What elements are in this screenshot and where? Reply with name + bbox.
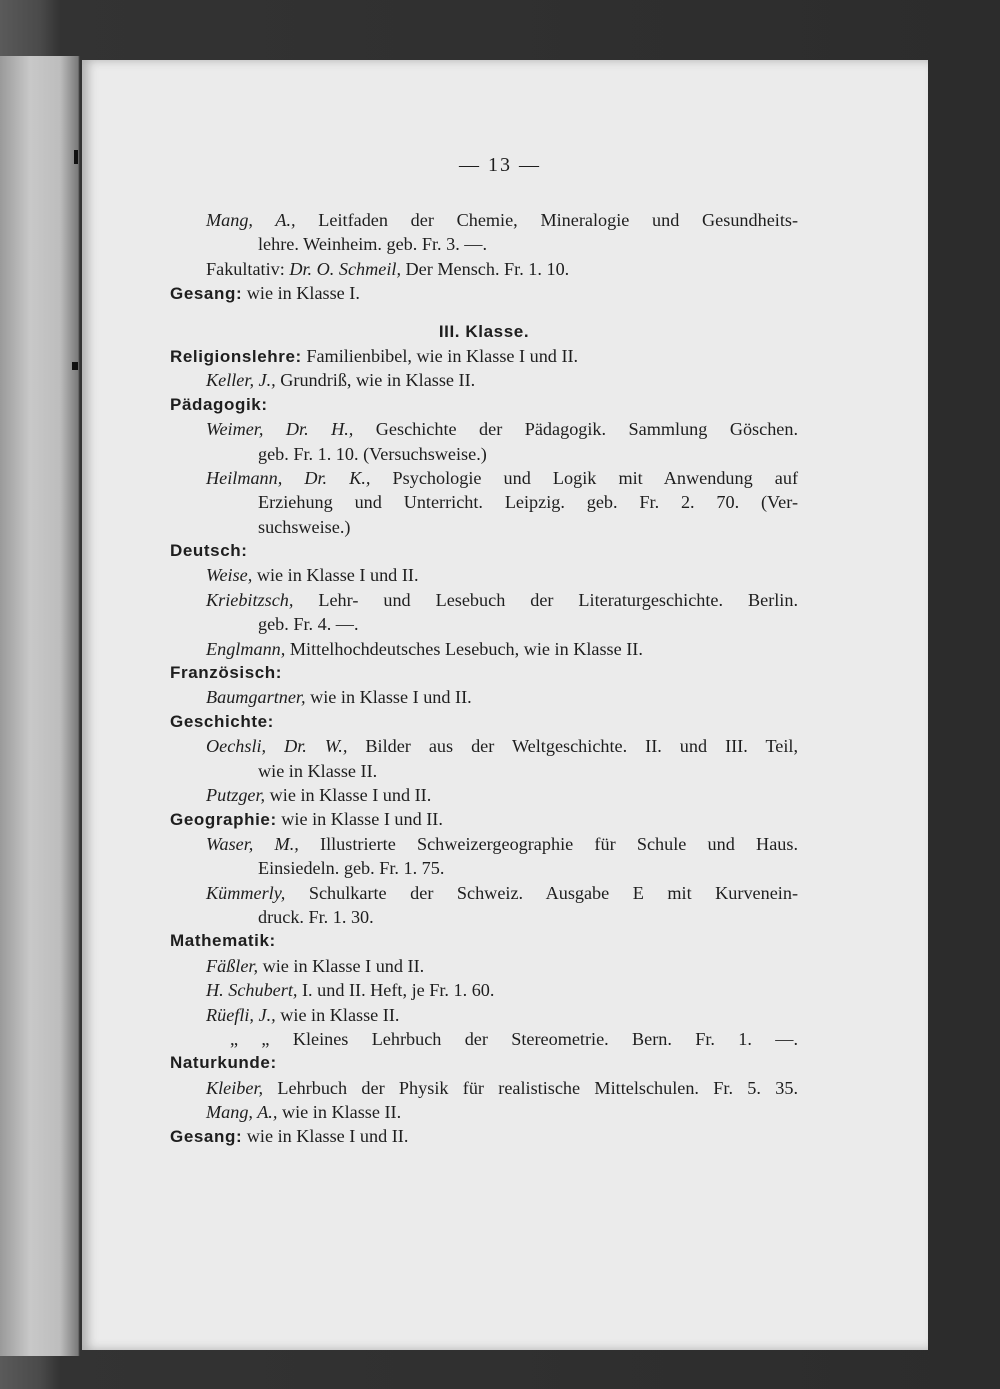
page-number: — 13 —	[459, 154, 541, 176]
text-line: Keller, J., Grundriß, wie in Klasse II.	[206, 370, 476, 391]
text-line: Fäßler, wie in Klasse I und II.	[206, 955, 425, 976]
text-line: lehre. Weinheim. geb. Fr. 3. —.	[258, 234, 488, 255]
facing-page-edge	[0, 56, 80, 1356]
text-line: Oechsli, Dr. W., Bilder aus der Weltgeschichte. II. und III. Teil,	[206, 736, 799, 757]
text-line: Kriebitzsch, Lehr- und Lesebuch der Literaturgeschichte. Berlin.	[206, 589, 798, 610]
text-line: suchsweise.)	[258, 516, 351, 537]
text-line: Mang, A., wie in Klasse II.	[206, 1102, 402, 1123]
text-line: Waser, M., Illustrierte Schweizergeographie für Schule und Haus.	[206, 833, 798, 854]
text-line: Baumgartner, wie in Klasse I und II.	[206, 687, 472, 708]
text-line: Mang, A., Leitfaden der Chemie, Mineralogie und Gesundheits-	[206, 210, 799, 230]
text-line: H. Schubert, I. und II. Heft, je Fr. 1. 60.	[206, 980, 495, 1001]
text-line: Gesang: wie in Klasse I.	[170, 283, 360, 304]
text-line: Rüefli, J., wie in Klasse II.	[206, 1004, 400, 1025]
text-line: druck. Fr. 1. 30.	[258, 906, 374, 927]
text-line: Gesang: wie in Klasse I und II.	[170, 1126, 409, 1147]
subject-heading: Religionslehre:	[170, 346, 302, 366]
text-line: Einsiedeln. geb. Fr. 1. 75.	[258, 858, 445, 879]
subject-heading: Gesang:	[170, 1127, 243, 1147]
subject-heading: Pädagogik:	[170, 394, 268, 414]
subject-heading: Französisch:	[170, 663, 283, 683]
text-line: Putzger, wie in Klasse I und II.	[206, 784, 432, 805]
binding-mark	[72, 362, 78, 370]
text-line: Weise, wie in Klasse I und II.	[206, 565, 419, 586]
text-line: Fakultativ: Dr. O. Schmeil, Der Mensch. Fr. 1. 10.	[206, 258, 570, 279]
subject-heading: Geschichte:	[170, 711, 274, 731]
text-line: Kümmerly, Schulkarte der Schweiz. Ausgabe E mit Kurvenein-	[206, 882, 798, 903]
subject-heading: Deutsch:	[170, 541, 248, 561]
text-line: Kleiber, Lehrbuch der Physik für realistische Mittelschulen. Fr. 5. 35.	[206, 1077, 798, 1098]
text-line: Erziehung und Unterricht. Leipzig. geb. Fr. 2. 70. (Ver-	[258, 492, 798, 513]
section-title: III. Klasse.	[438, 321, 530, 341]
page-content	[170, 208, 798, 1149]
subject-heading: Geographie:	[170, 810, 277, 830]
text-line: geb. Fr. 4. —.	[258, 614, 359, 635]
text-line: Religionslehre: Familienbibel, wie in Klasse I und II.	[170, 345, 579, 366]
subject-heading: Mathematik:	[170, 931, 276, 951]
text-line: geb. Fr. 1. 10. (Versuchsweise.)	[258, 443, 487, 464]
text-line: Heilmann, Dr. K., Psychologie und Logik mit Anwendung auf	[206, 467, 799, 488]
ditto-marks: „ „	[230, 1028, 270, 1049]
text-line: Geographie: wie in Klasse I und II.	[170, 809, 443, 830]
subject-heading: Naturkunde:	[170, 1053, 277, 1073]
subject-heading: Gesang:	[170, 284, 243, 304]
text-line: wie in Klasse II.	[258, 760, 378, 781]
text-line: Weimer, Dr. H., Geschichte der Pädagogik. Sammlung Göschen.	[206, 419, 799, 440]
text-line: Englmann, Mittelhochdeutsches Lesebuch, wie in Klasse II.	[206, 638, 643, 659]
text-line: „ „ Kleines Lehrbuch der Stereometrie. Bern. Fr. 1. —.	[230, 1028, 799, 1049]
